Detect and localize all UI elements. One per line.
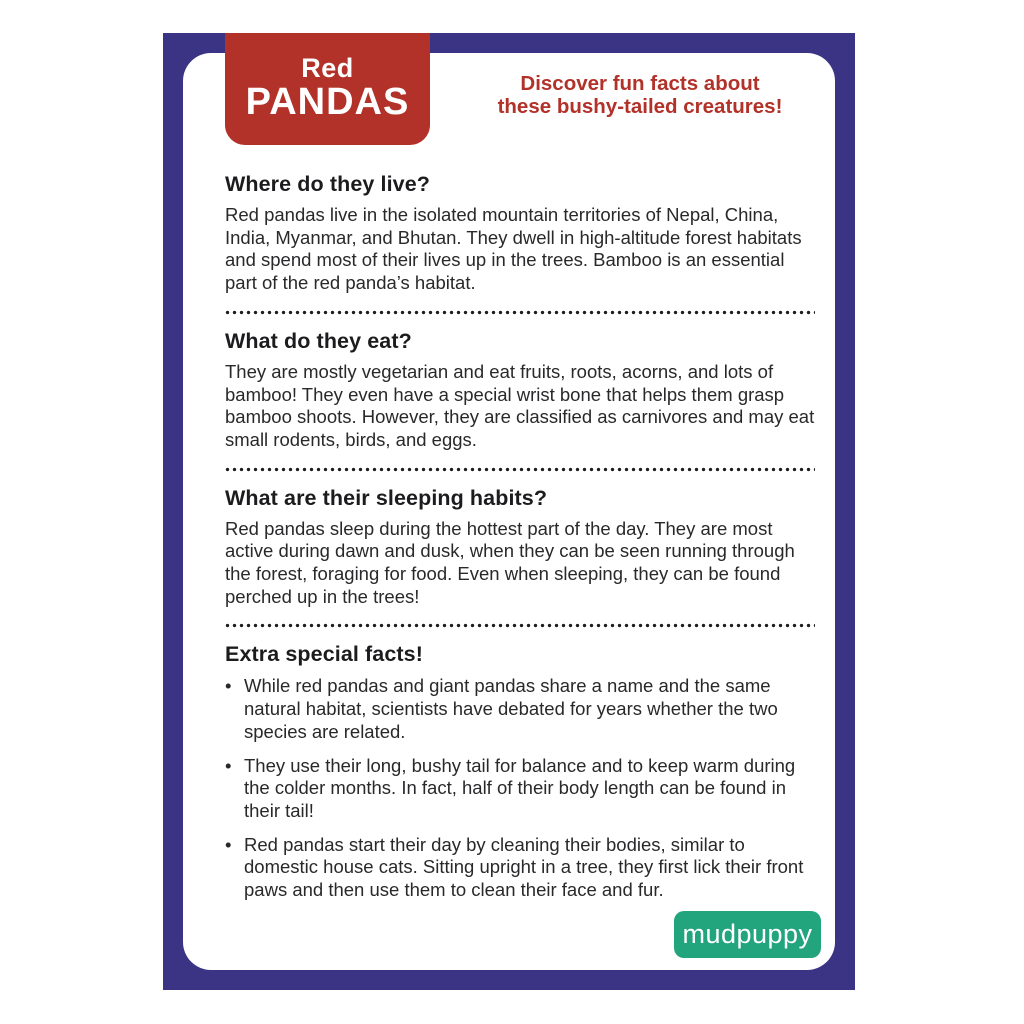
bullet-icon: • [225,675,232,697]
tagline-line1: Discover fun facts about [520,72,760,95]
dotted-divider [225,623,815,628]
section-heading: What do they eat? [225,328,412,353]
title-badge [225,33,430,145]
section-heading: What are their sleeping habits? [225,485,548,510]
title-badge-line2: PANDAS [245,81,410,124]
fact-list-item [225,834,815,902]
bullet-icon: • [225,754,232,776]
section-where-they-live [225,172,815,295]
section-sleeping-habits [225,486,815,609]
section-body: Red pandas live in the isolated mountain territories of Nepal, China, India, Myanmar, and Bhutan. They dwell in high-altitude forest habitats and spend most of their lives up in the trees. Bamboo is an essential part of the red panda’s habitat. [225,204,802,294]
section-body: Red pandas sleep during the hottest part of the day. They are most active during dawn and dusk, when they can be seen running through the forest, foraging for food. Even when sleeping, they can be found perched up in the trees! [225,517,795,607]
section-heading: Where do they live? [225,172,430,196]
mudpuppy-logo [674,911,821,958]
section-what-they-eat [225,329,815,452]
tagline-line2: these bushy-tailed creatures! [497,95,783,119]
content-column [225,172,815,902]
fact-text: They use their long, bushy tail for balance and to keep warm during the colder months. In fact, half of their body length can be found in their tail! [244,754,796,821]
dotted-divider [225,310,815,315]
dotted-divider [225,467,815,472]
fact-text: While red pandas and giant pandas share a name and the same natural habitat, scientists have debated for years whether the two species are related. [244,675,778,742]
fact-list-item [225,755,815,823]
section-extra-facts [225,642,815,901]
fact-list-item [225,675,815,743]
title-badge-line1: Red [301,52,354,83]
bullet-icon: • [225,833,232,855]
section-heading: Extra special facts! [225,642,423,667]
section-body: They are mostly vegetarian and eat fruits, roots, acorns, and lots of bamboo! They even have a special wrist bone that helps them grasp bamboo shoots. However, they are classified as carnivores and may eat small rodents, birds, and eggs. [225,360,815,450]
tagline [450,72,830,119]
fact-text: Red pandas start their day by cleaning their bodies, similar to domestic house cats. Sitting upright in a tree, they first lick their front paws and then use them to clean their face and fur. [244,833,804,901]
mudpuppy-logo-text: mudpuppy [682,919,813,949]
